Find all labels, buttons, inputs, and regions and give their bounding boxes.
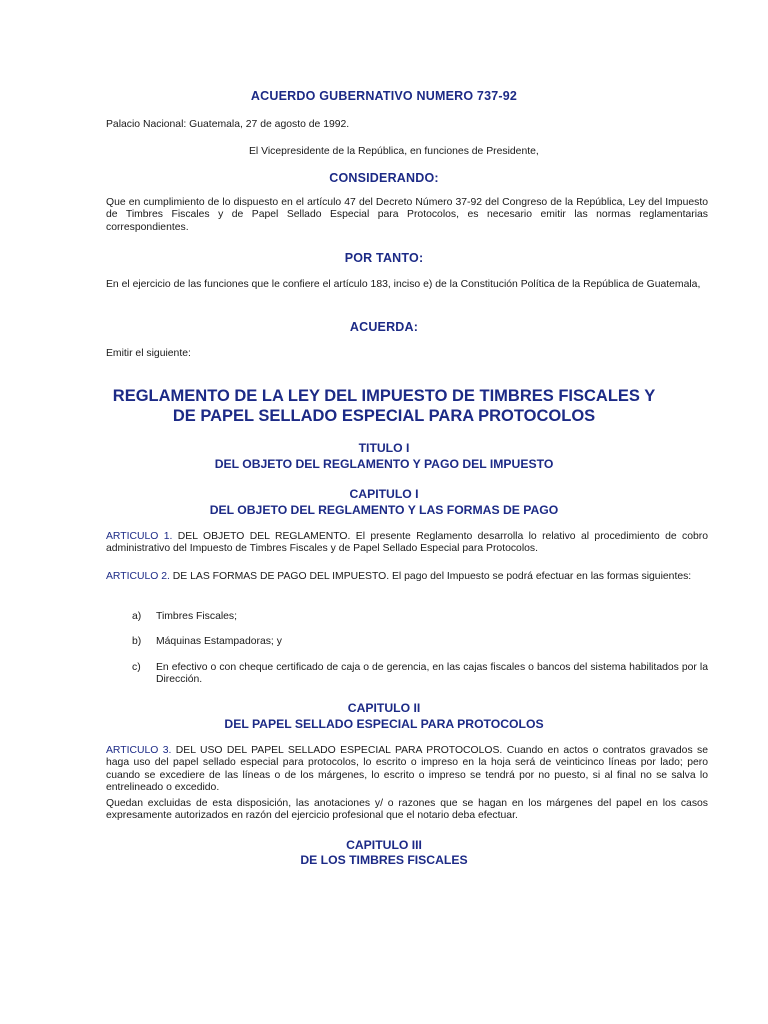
article-2-text: DE LAS FORMAS DE PAGO DEL IMPUESTO. El pago del Impuesto se podrá efectuar en las formas siguientes: (169, 571, 692, 582)
list-item-text: Timbres Fiscales; (156, 611, 238, 622)
considerando-heading: CONSIDERANDO: (329, 171, 439, 185)
considerando-text: Que en cumplimiento de lo dispuesto en el artículo 47 del Decreto Número 37-92 del Congreso de la República, Ley del Impuesto de Timbres Fiscales y de Papel Sellado Especial para Protocolos, es necesario emitir las normas reglamentarias correspondientes. (106, 197, 708, 233)
capitulo2-heading: DEL PAPEL SELLADO ESPECIAL PARA PROTOCOLOS (224, 717, 544, 731)
list-item-marker: b) (132, 636, 142, 647)
capitulo3-heading: DE LOS TIMBRES FISCALES (300, 853, 468, 867)
acuerda-heading: ACUERDA: (349, 320, 419, 334)
article-3-label: ARTICULO 3. (106, 745, 172, 756)
por-tanto-heading: POR TANTO: (344, 251, 424, 265)
article-3-text: DEL USO DEL PAPEL SELLADO ESPECIAL PARA PROTOCOLOS. Cuando en actos o contratos gravados se haga uso del papel sellado especial para protocolos, lo escrito o impreso en la hoja será de veinticinco líneas por lado; pero cuando se excediere de las líneas o de los márgenes, lo escrito o impreso se tendrá por no puesto, si al final no se salva lo entrelineado o excedido. (106, 745, 709, 793)
reglamento-title-line2: DE PAPEL SELLADO ESPECIAL PARA PROTOCOLOS (172, 407, 596, 425)
list-item (132, 636, 708, 648)
document-title: ACUERDO GUBERNATIVO NUMERO 737-92 (250, 89, 518, 103)
article-1-label: ARTICULO 1. (106, 531, 173, 542)
titulo1-heading: DEL OBJETO DEL REGLAMENTO Y PAGO DEL IMPUESTO (214, 457, 554, 471)
por-tanto-text: En el ejercicio de las funciones que le confiere el artículo 183, inciso e) de la Constitución Política de la República de Guatemala, (106, 279, 701, 290)
list-item (132, 611, 708, 623)
list-item-marker: c) (132, 662, 141, 673)
article-3 (106, 745, 708, 794)
list-item-text: Máquinas Estampadoras; y (156, 636, 282, 647)
capitulo1-label: CAPITULO I (349, 487, 419, 501)
vice-president-line: El Vicepresidente de la República, en funciones de Presidente, (249, 146, 539, 157)
article-2-label: ARTICULO 2. (106, 571, 170, 582)
article-1-text: DEL OBJETO DEL REGLAMENTO. El presente Reglamento desarrolla lo relativo al procedimiento de cobro administrativo del Impuesto de Timbres Fiscales y de Papel Sellado Especial para Protocolos. (106, 531, 708, 555)
capitulo2-label: CAPITULO II (347, 701, 421, 715)
article-3-paragraph-2: Quedan excluidas de esta disposición, las anotaciones y/ o razones que se hagan en los márgenes del papel en los casos expresamente autorizados en razón del ejercicio profesional que el notario deba efectuar. (106, 798, 708, 822)
list-item-marker: a) (132, 611, 142, 622)
list-item (132, 662, 708, 687)
titulo1-label: TITULO I (358, 441, 410, 455)
capitulo3-label: CAPITULO III (346, 838, 422, 852)
reglamento-title-line1: REGLAMENTO DE LA LEY DEL IMPUESTO DE TIMBRES FISCALES Y (112, 387, 656, 405)
list-item-text: En efectivo o con cheque certificado de caja o de gerencia, en las cajas fiscales o bancos del sistema habilitados por la Dirección. (156, 662, 708, 686)
article-1 (106, 531, 708, 556)
place-date: Palacio Nacional: Guatemala, 27 de agosto de 1992. (106, 119, 350, 130)
article-2 (106, 571, 708, 583)
emitir-text: Emitir el siguiente: (106, 348, 191, 359)
capitulo1-heading: DEL OBJETO DEL REGLAMENTO Y LAS FORMAS DE PAGO (209, 503, 559, 517)
